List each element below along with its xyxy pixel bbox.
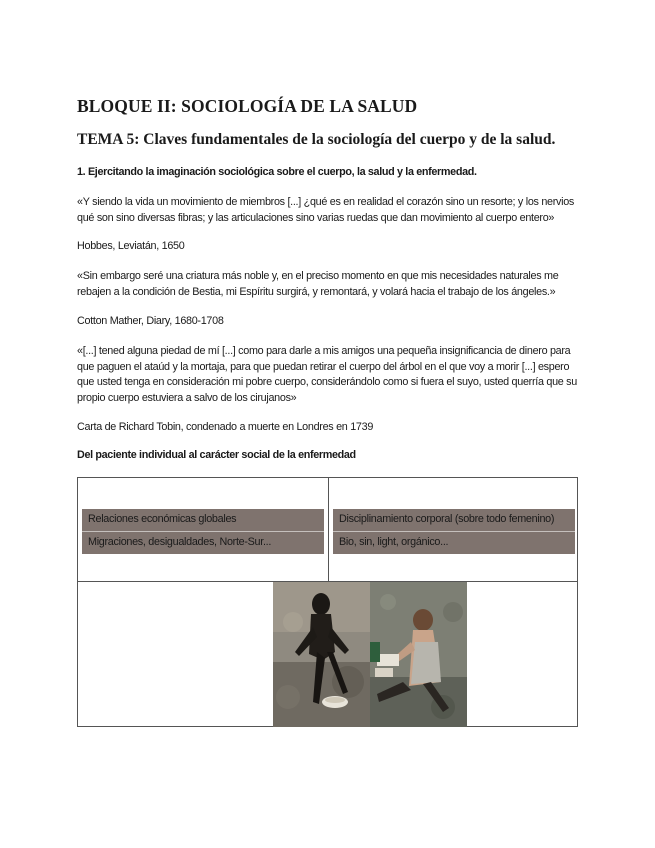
section-heading: 1. Ejercitando la imaginación sociológica sobre el cuerpo, la salud y la enfermedad. — [77, 166, 477, 178]
left-cell-line2: Migraciones, desigualdades, Norte-Sur... — [88, 536, 272, 548]
comparison-table — [77, 477, 578, 727]
cell-separator — [333, 531, 575, 532]
right-cell-line2: Bio, sin, light, orgánico... — [339, 536, 449, 548]
left-cell-line1: Relaciones económicas globales — [88, 513, 237, 525]
cell-separator — [82, 531, 324, 532]
quote-mather: «Sin embargo seré una criatura más noble y, en el preciso momento en que mis necesidades naturales me rebajen a la condición de Bestia, mi Espíritu surgirá, y remontará, y volará hacia el trabajo de los ángeles.» — [77, 270, 559, 298]
page-title: BLOQUE II: SOCIOLOGÍA DE LA SALUD — [77, 96, 418, 116]
quote-tobin: «[...] tened alguna piedad de mí [...] como para darle a mis amigos una pequeña insignificancia de dinero para que paguen el ataúd y la mortaja, para que puedan retirar el cuerpo del árbol en el que voy a morir [...] espero que usted tenga en consideración mi pobre cuerpo, considerándolo como si fuera el suyo, usted querría que su propio cuerpo estuviera a salvo de los cirujanos» — [77, 345, 577, 404]
photo-collage-image — [273, 582, 467, 727]
quote-hobbes: «Y siendo la vida un movimiento de miembros [...] ¿qué es en realidad el corazón sino un resorte; y los nervios qué son sino diversas fibras; y las articulaciones sino varias ruedas que dan movimiento al cuerpo entero» — [77, 196, 575, 224]
right-cell-line1: Disciplinamiento corporal (sobre todo femenino) — [339, 513, 555, 525]
page-subtitle: TEMA 5: Claves fundamentales de la sociología del cuerpo y de la salud. — [77, 131, 556, 148]
quote-hobbes-source: Hobbes, Leviatán, 1650 — [77, 240, 185, 252]
right-cell — [333, 509, 575, 554]
left-cell — [82, 509, 324, 554]
photo-collage — [273, 582, 467, 727]
subheading: Del paciente individual al carácter social de la enfermedad — [77, 449, 356, 461]
table-divider-vertical — [328, 478, 329, 581]
quote-tobin-source: Carta de Richard Tobin, condenado a muerte en Londres en 1739 — [77, 421, 374, 433]
quote-mather-source: Cotton Mather, Diary, 1680-1708 — [77, 315, 224, 327]
